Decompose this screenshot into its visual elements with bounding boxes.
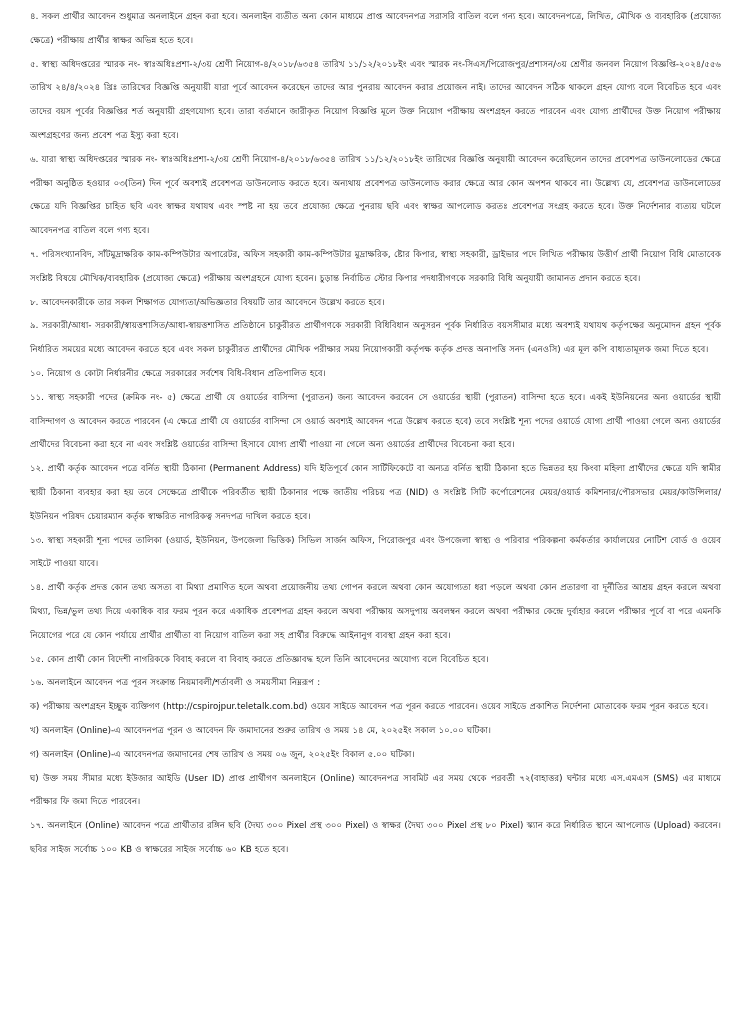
clause-14: ১৪. প্রার্থী কর্তৃক প্রদত্ত কোন তথ্য অসত্য বা মিথ্যা প্রমাণিত হলে অথবা প্রয়োজনীয় তথ্য গোপন করলে অথবা কোন অযোগ্যতা ধরা পড়লে অথবা কোন প্রতারণা বা দূর্নীতির আশ্রয় গ্রহন করলে অথবা মিথ্যা, ভিন্ন/ভুল তথ্য দিয়ে একাধিক বার ফরম পূরন করে একাধিক প্রবেশপত্র গ্রহন করলে অথবা পরীক্ষায় অসদুপায় অবলম্বন করলে অথবা পরীক্ষার কেন্দ্রে দুর্ব্যহার করলে পরীক্ষার পূর্বে বা পরে এমনকি নিয়োগের পরে যে কোন পর্যায়ে প্রার্থীর প্রার্থীতা বা নিয়োগ বাতিল করা সহ প্রার্থীর বিরুদ্ধে আইনানুগ ব্যবস্থা গ্রহন করা হবে।: [30, 583, 721, 641]
clause-16-kha: খ) অনলাইন (Online)-এ আবেদনপত্র পূরন ও আবেদন ফি জমাদানের শুরুর তারিখ ও সময় ১৪ মে, ২০২৫ইং সকাল ১০.০০ ঘটিকা।: [30, 725, 491, 736]
clause-16-gha: ঘ) উক্ত সময় সীমার মধ্যে ইউজার আইডি (User ID) প্রাপ্ত প্রার্থীগণ অনলাইনে (Online) আবেদনপত্র সাবমিট এর সময় থেকে পরবর্তী ৭২(বাহাত্তর) ঘন্টার মধ্যে এস.এমএস (SMS) এর মাধ্যমে পরীক্ষার ফি জমা দিতে পারবেন।: [30, 773, 721, 808]
clause-16-ga: গ) অনলাইন (Online)-এ আবেদনপত্র জমাদানের শেষ তারিখ ও সময় ০৬ জুন, ২০২৫ইং বিকাল ৫.০০ ঘটিকা।: [30, 749, 415, 760]
clause-12: ১২. প্রার্থী কর্তৃক আবেদন পত্রে বর্নিত স্থায়ী ঠিকানা (Permanent Address) যদি ইতিপূর্বে কোন সার্টিফিকেটে বা অন্যত্র বর্নিত স্থায়ী ঠিকানা হতে ভিন্নতর হয় কিংবা মহিলা প্রার্থীদের ক্ষেত্রে যদি স্বামীর স্থায়ী ঠিকানা ব্যবহার করা হয় তবে সেক্ষেত্রে প্রার্থীকে পরিবর্তীত স্থায়ী ঠিকানার পক্ষে জাতীয় পরিচয় পত্র (NID) ও সংশ্লিষ্ট সিটি কর্পোরেশনের মেয়র/ওয়ার্ড কমিশনার/পৌরসভার মেয়র/কাউন্সিলার/ইউনিয়ন পরিষদ চেয়ারম্যান কর্তৃক স্বাক্ষরিত নাগরিকত্ব সনদপত্র দাখিল করতে হবে।: [30, 464, 722, 522]
clause-7: ৭. পরিসংখ্যানবিদ, সাঁটমুদ্রাক্ষরিক কাম-কম্পিউটার অপারেটর, অফিস সহকারী কাম-কম্পিউটার মুদ্রাক্ষরিক, ষ্টোর কিপার, স্বাস্থ্য সহকারী, ড্রাইভার পদে লিখিত পরীক্ষায় উত্তীর্ণ প্রার্থী নিয়োগ বিধি মোতাবেক সংশ্লিষ্ট বিষয়ে মৌখিক/ব্যবহারিক (প্রযোজ্য ক্ষেত্রে) পরীক্ষায় অংশগ্রহনে যোগ্য হবেন। চুড়ান্ত নির্বাচিত স্টোর কিপার পদধারীগণকে সরকারি বিধি অনুযায়ী জামানত প্রদান করতে হবে।: [30, 249, 721, 284]
clause-13: ১৩. স্বাস্থ্য সহকারী শূন্য পদের তালিকা (ওয়ার্ড, ইউনিয়ন, উপজেলা ভিত্তিক) সিভিল সার্জন অফিস, পিরোজপুর এবং উপজেলা স্বাস্থ্য ও পরিবার পরিকল্পনা কর্মকর্তার কার্যালয়ের নোটিশ বোর্ড ও ওয়েব সাইটে পাওয়া যাবে।: [30, 535, 721, 570]
clause-8: ৮. আবেদনকারীকে তার সকল শিক্ষাগত যোগ্যতা/অভিজ্ঞতার বিষয়টি তার আবেদনে উল্লেখ করতে হবে।: [30, 297, 385, 308]
clause-15: ১৫. কোন প্রার্থী কোন বিদেশী নাগরিককে বিবাহ করলে বা বিবাহ করতে প্রতিজ্ঞাবদ্ধ হলে তিনি আবেদনের অযোগ্য বলে বিবেচিত হবে।: [30, 654, 489, 665]
clause-11: ১১. স্বাস্থ্য সহকারী পদের (ক্রমিক নং- ৫) ক্ষেত্রে প্রার্থী যে ওয়ার্ডের বাসিন্দা (পুরাতন) জন্য আবেদন করবেন সে ওয়ার্ডের স্থায়ী (পুরাতন) বাসিন্দা হতে হবে। একই ইউনিয়নের অন্য ওয়ার্ডের স্থায়ী বাসিন্দাগণ ও আবেদন করতে পারবেন (এ ক্ষেত্রে প্রার্থী যে ওয়ার্ডের বাসিন্দা সে ওয়ার্ড অবশ্যই আবেদন পত্রে উল্লেখ করতে হবে) তবে সংশ্লিষ্ট শূন্য পদের ওয়ার্ডে যোগ্য প্রার্থী পাওয়া গেলে অন্য ওয়ার্ডের প্রার্থীদের বিবেচনা করা হবে না এবং সংশ্লিষ্ট ওয়ার্ডের বাসিন্দা হিসাবে যোগ্য প্রার্থী পাওয়া না গেলে অন্য ওয়ার্ডের প্রার্থীদের বিবেচনা করা হবে।: [30, 392, 721, 451]
clause-17: ১৭. অনলাইনে (Online) আবেদন পত্রে প্রার্থীতার রঙ্গিন ছবি (দৈঘ্য ৩০০ Pixel প্রস্থ ৩০০ Pixel) ও স্বাক্ষর (দৈঘ্য ৩০০ Pixel প্রস্থ ৮০ Pixel) স্ক্যান করে নির্ধারিত স্থানে আপলোড (Upload) করবেন। ছবির সাইজ সর্বোচ্চ ১০০ KB ও স্বাক্ষরের সাইজ সর্বোচ্চ ৬০ KB হতে হবে।: [30, 821, 721, 855]
clause-6: ৬. যারা স্বাস্থ্য অধিদপ্তরের স্মারক নং- স্বাঃঅধিঃপ্রশা-২/৩য় শ্রেণী নিয়োগ-৪/২০১৮/৬৩৫৪ তারিখ ১১/১২/২০১৮ইং তারিখের বিজ্ঞপ্তি অনুযায়ী আবেদন করেছিলেন তাদের প্রবেশপত্র ডাউনলোডের ক্ষেত্রে পরীক্ষা অনুষ্ঠিত হওয়ার ০৩(তিন) দিন পূর্বে অবশ্যই প্রবেশপত্র ডাউনলোড করতে হবে। অন্যথায় প্রবেশপত্র ডাউনলোড করার ক্ষেত্রে আর কোন অপশন থাকবে না। উল্লেখ্য যে, প্রবেশপত্র ডাউনলোডের ক্ষেত্রে যদি বিজ্ঞপ্তির চাহিত ছবি এবং স্বাক্ষর যথাযথ এবং স্পষ্ট না হয় তবে প্রযোজ্য ক্ষেত্রে পুনরায় ছবি এবং স্বাক্ষর আপলোড করতঃ প্রবেশপত্র সংগ্রহ করতে হবে। উক্ত নির্দেশনার ব্যত্যয় ঘটলে আবেদনপত্র বাতিল বলে গণ্য হবে।: [30, 154, 721, 237]
clause-5: ৫. স্বাস্থ্য অধিদপ্তরের স্মারক নং- স্বাঃঅধিঃপ্রশা-২/৩য় শ্রেণী নিয়োগ-৪/২০১৮/৬৩৫৪ তারিখ ১১/১২/২০১৮ইং এবং স্মারক নং-সিএস/পিরোজপুর/প্রশাসন/৩য় শ্রেণীর জনবল নিয়োগ বিজ্ঞপ্তি-২০২৪/৫৫৬ তারিখ ২৪/৪/২০২৪ খ্রিঃ তারিখের বিজ্ঞপ্তি অনুযায়ী যারা পূর্বে আবেদন করেছেন তাদের আর পুনরায় আবেদন করার প্রয়োজন নাই। তাদের আবেদন সঠিক থাকলে গ্রহন যোগ্য বলে বিবেচিত হবে এবং তাদের বয়স পূর্বের বিজ্ঞপ্তির শর্ত অনুযায়ী গ্রহণযোগ্য হবে। তারা বর্তমানে জারীকৃত নিয়োগ বিজ্ঞপ্তি মূলে উক্ত নিয়োগ পরীক্ষায় অংশগ্রহন করতে পারবেন এবং যোগ্য প্রার্থীদের উক্ত নিয়োগ পরীক্ষায় অংশগ্রহণের জন্য প্রবেশ পত্র ইস্যু করা হবে।: [30, 59, 721, 141]
clause-10: ১০. নিয়োগ ও কোটা নির্ধারনীর ক্ষেত্রে সরকারের সর্বশেষ বিধি-বিধান প্রতিপালিত হবে।: [30, 368, 326, 379]
clause-4: ৪. সকল প্রার্থীর আবেদন শুধুমাত্র অনলাইনে গ্রহন করা হবে। অনলাইন ব্যতীত অন্য কোন মাধ্যমে প্রাপ্ত আবেদনপত্র সরাসরি বাতিল বলে গন্য হবে। আবেদনপত্রে, লিখিত, মৌখিক ও ব্যবহারিক (প্রযোজ্য ক্ষেত্রে) পরীক্ষায় প্রার্থীর স্বাক্ষর অভিন্ন হতে হবে।: [30, 12, 721, 46]
clause-16-heading: ১৬. অনলাইনে আবেদন পত্র পূরন সংক্রান্ত নিয়মাবলী/শর্তাবলী ও সময়সীমা নিম্নরূপ :: [30, 678, 321, 689]
clause-9: ৯. সরকারী/আধা- সরকারী/স্বায়ত্তশাসিত/আধা-স্বায়ত্তশাসিত প্রতিষ্ঠানে চাকুরীরত প্রার্থীগণকে সরকারী বিধিবিধান অনুসরন পূর্বক নির্ধারিত বয়সসীমার মধ্যে অবশ্যই যথাযথ কর্তৃপক্ষের অনুমোদন গ্রহন পূর্বক নির্ধারিত সময়ের মধ্যে আবেদন করতে হবে এবং সকল চাকুরীরত প্রার্থীদের মৌখিক পরীক্ষার সময় নিয়োগকারী কর্তৃপক্ষ কর্তৃক প্রদত্ত অনাপত্তি সনদ (এনওসি) এর মূল কপি বাধ্যতামূলক জমা দিতে হবে।: [30, 321, 721, 356]
clause-16-ka: ক) পরীক্ষায় অংশগ্রহন ইচ্ছুক ব্যক্তিগণ (http://cspirojpur.teletalk.com.bd) ওয়েব সাইডে আবেদন পত্র পূরন করতে পারবেন। ওয়েব সাইডে প্রকাশিত নির্দেশনা মোতাবেক ফরম পূরন করতে হবে।: [30, 702, 709, 713]
